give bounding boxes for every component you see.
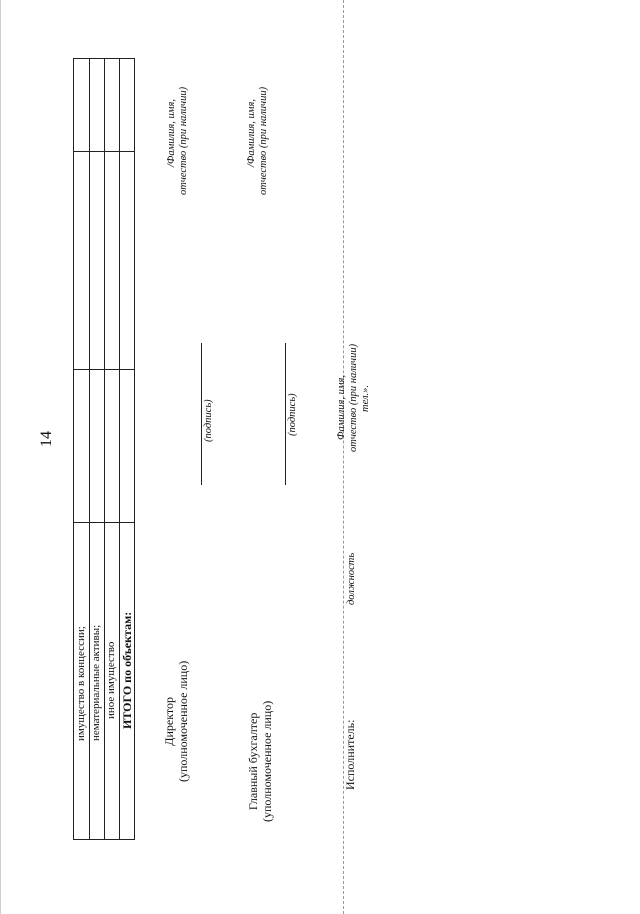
- director-subtitle: (уполномоченное лицо): [175, 660, 190, 782]
- executor-name-caption-line2: отчество (при наличии): [348, 343, 360, 452]
- executor-phone-caption: тел.».: [360, 384, 372, 412]
- director-title-text: Директор: [162, 697, 176, 746]
- director-name-caption: [166, 87, 190, 195]
- executor-name-caption-line1: Фамилия, имя,: [336, 374, 347, 440]
- table-total-label: ИТОГО по объектам:: [120, 611, 134, 729]
- accountant-name-caption: [246, 87, 270, 195]
- director-name-caption-line1: /Фамилия, имя,: [166, 99, 177, 167]
- executor-position-caption: должность: [346, 552, 357, 605]
- director-name-caption-line2: отчество (при наличии): [178, 86, 190, 195]
- accountant-subtitle: (уполномоченное лицо): [259, 700, 274, 822]
- director-signature-caption: (подпись): [203, 399, 214, 442]
- scan-edge: [0, 0, 1, 914]
- accountant-title: [247, 701, 275, 822]
- director-signature-line: [201, 343, 202, 485]
- accountant-name-caption-line1: /Фамилия, имя,: [246, 99, 257, 167]
- accountant-signature-caption: (подпись): [287, 393, 298, 436]
- table-row-label: иное имущество: [105, 641, 117, 719]
- assets-table: [73, 58, 135, 840]
- accountant-signature-line: [285, 343, 286, 485]
- accountant-name-caption-line2: отчество (при наличии): [258, 86, 270, 195]
- page-number: 14: [38, 431, 55, 447]
- table-col-divider: [74, 522, 134, 523]
- table-col-divider: [74, 151, 134, 152]
- table-row-label: имущество в концессии;: [75, 626, 87, 741]
- accountant-title-text: Главный бухгалтер: [246, 712, 260, 811]
- table-col-divider: [74, 369, 134, 370]
- director-title: [163, 661, 191, 782]
- executor-label: Исполнитель:: [343, 719, 357, 790]
- executor-name-caption: [336, 344, 372, 452]
- table-row-label: нематериальные активы;: [90, 624, 102, 741]
- table-row-divider: [104, 59, 105, 839]
